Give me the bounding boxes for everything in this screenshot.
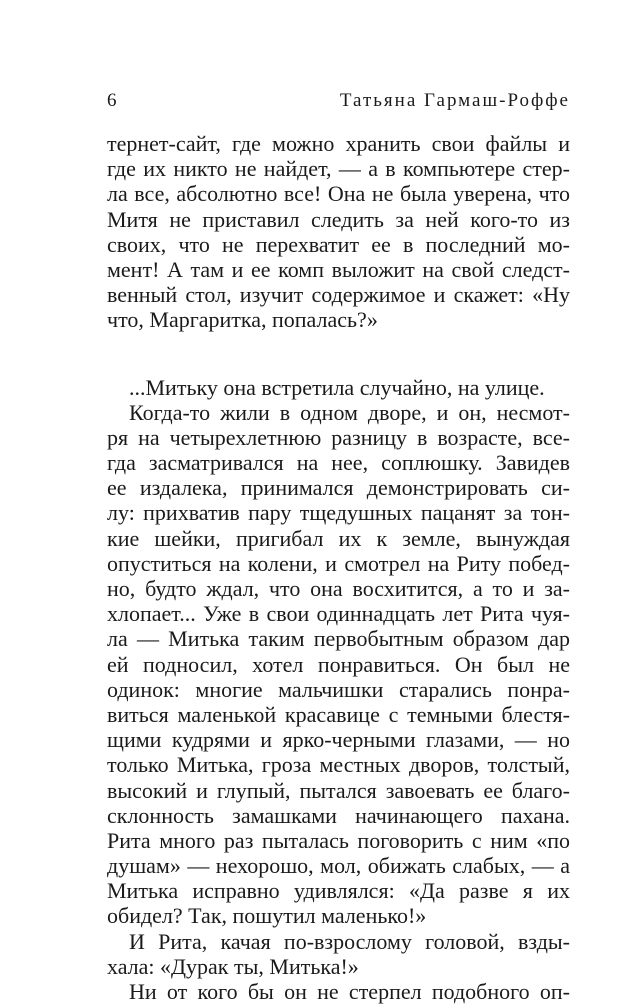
text-line: щими кудрями и ярко-черными глазами, — но bbox=[107, 727, 570, 753]
paragraph-2 bbox=[107, 375, 570, 400]
text-line: Когда-то жили в одном дворе, и он, несмот- bbox=[129, 399, 570, 425]
text-line: где их никто не найдет, — а в компьютере стер- bbox=[107, 156, 570, 182]
text-line: ла — Митька таким первобытным образом дар bbox=[107, 626, 570, 652]
text-line: Митька исправно удивлялся: «Да разве я их bbox=[107, 878, 570, 904]
text-line: венный стол, изучит содержимое и скажет: «Ну bbox=[107, 282, 570, 308]
paragraph-4 bbox=[107, 929, 570, 979]
text-line: хлопает... Уже в свои одиннадцать лет Рита чуя- bbox=[107, 601, 570, 627]
text-line: только Митька, гроза местных дворов, толстый, bbox=[107, 752, 570, 778]
text-line: Ни от кого бы он не стерпел подобного оп- bbox=[129, 979, 570, 1004]
text-line: одинок: многие мальчишки старались понра- bbox=[107, 676, 570, 702]
text-line: Рита много раз пыталась поговорить с ним «по bbox=[107, 827, 570, 853]
text-line: опуститься на колени, и смотрел на Риту побед- bbox=[107, 550, 570, 576]
paragraph-1 bbox=[107, 131, 570, 333]
body-text bbox=[107, 131, 570, 1004]
text-line: мент! А там и ее комп выложит на свой следст- bbox=[107, 256, 570, 282]
text-line: виться маленькой красавице с темными блестя- bbox=[107, 701, 570, 727]
text-line: ря на четырехлетнюю разницу в возрасте, все- bbox=[107, 424, 570, 450]
text-line: что, Маргаритка, попалась?» bbox=[107, 307, 378, 333]
text-line: гда засматривался на нее, соплюшку. Завидев bbox=[107, 450, 570, 476]
text-line: душам» — нехорошо, мол, обижать слабых, — а bbox=[107, 853, 570, 879]
text-line: обидел? Так, пошутил маленько!» bbox=[107, 903, 427, 929]
text-line: ...Митьку она встретила случайно, на улице. bbox=[129, 374, 545, 400]
text-line: ла все, абсолютно все! Она не была уверена, что bbox=[107, 181, 570, 207]
text-line: Митя не приставил следить за ней кого-то из bbox=[107, 206, 570, 232]
text-line: ей подносил, хотел понравиться. Он был не bbox=[107, 651, 570, 677]
page-number: 6 bbox=[107, 90, 117, 111]
text-line: тернет-сайт, где можно хранить свои файлы и bbox=[107, 131, 570, 156]
text-line: своих, что не перехватит ее в последний мо- bbox=[107, 231, 570, 257]
running-title: Татьяна Гармаш-Роффе bbox=[339, 90, 570, 111]
paragraph-5 bbox=[107, 979, 570, 1004]
text-line: высокий и глупый, пытался завоевать ее благо- bbox=[107, 777, 570, 803]
paragraph-3 bbox=[107, 400, 570, 929]
text-line: хала: «Дурак ты, Митька!» bbox=[107, 953, 359, 979]
page-header bbox=[107, 86, 570, 116]
text-line: ее издалека, принимался демонстрировать си- bbox=[107, 475, 570, 501]
text-line: лу: прихватив пару тщедушных пацанят за тон- bbox=[107, 500, 570, 526]
text-line: склонность замашками начинающего пахана. bbox=[107, 802, 570, 828]
text-line: И Рита, качая по-взрослому головой, взды- bbox=[129, 928, 570, 954]
text-line: кие шейки, пригибал их к земле, вынуждая bbox=[107, 525, 570, 551]
section-break bbox=[107, 333, 570, 375]
text-line: но, будто ждал, что она восхитится, а то и за- bbox=[107, 576, 570, 601]
